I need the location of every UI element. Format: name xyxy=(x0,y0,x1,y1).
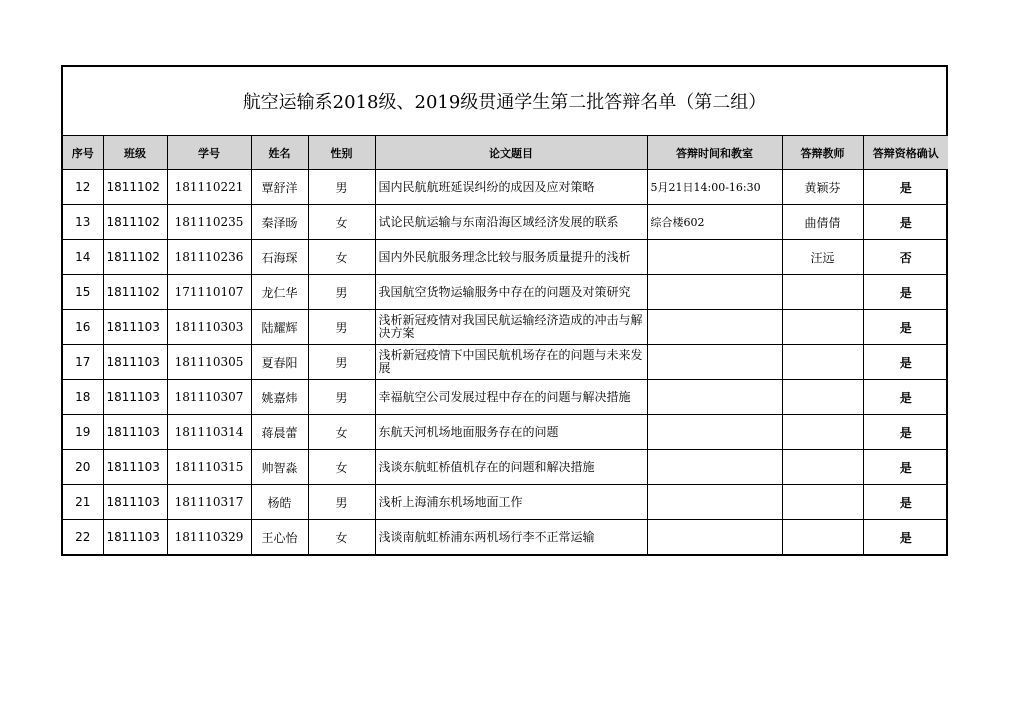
cell-teacher xyxy=(782,310,863,345)
cell-student-id: 181110307 xyxy=(167,380,251,415)
cell-seq: 20 xyxy=(63,450,103,485)
cell-thesis: 浅谈东航虹桥值机存在的问题和解决措施 xyxy=(375,450,647,485)
cell-time-room xyxy=(647,310,782,345)
table-row xyxy=(63,275,948,310)
table-row xyxy=(63,485,948,520)
cell-name: 王心怡 xyxy=(251,520,308,555)
cell-time-room: 5月21日14:00-16:30 xyxy=(647,170,782,205)
table-row xyxy=(63,415,948,450)
cell-name: 龙仁华 xyxy=(251,275,308,310)
cell-thesis: 东航天河机场地面服务存在的问题 xyxy=(375,415,647,450)
table-row xyxy=(63,240,948,275)
cell-gender: 男 xyxy=(308,485,375,520)
cell-seq: 22 xyxy=(63,520,103,555)
cell-name: 杨皓 xyxy=(251,485,308,520)
cell-qualified: 是 xyxy=(863,170,948,205)
cell-thesis: 我国航空货物运输服务中存在的问题及对策研究 xyxy=(375,275,647,310)
cell-seq: 12 xyxy=(63,170,103,205)
cell-time-room xyxy=(647,485,782,520)
cell-name: 姚嘉炜 xyxy=(251,380,308,415)
cell-seq: 21 xyxy=(63,485,103,520)
cell-gender: 男 xyxy=(308,345,375,380)
cell-time-room xyxy=(647,345,782,380)
cell-qualified: 否 xyxy=(863,240,948,275)
cell-name: 秦泽旸 xyxy=(251,205,308,240)
cell-student-id: 181110317 xyxy=(167,485,251,520)
cell-gender: 女 xyxy=(308,415,375,450)
cell-seq: 17 xyxy=(63,345,103,380)
defense-list-sheet xyxy=(61,65,948,556)
header-time-room: 答辩时间和教室 xyxy=(647,136,782,170)
page-title: 航空运输系2018级、2019级贯通学生第二批答辩名单（第二组） xyxy=(63,67,946,136)
cell-qualified: 是 xyxy=(863,310,948,345)
header-student-id: 学号 xyxy=(167,136,251,170)
cell-teacher: 汪远 xyxy=(782,240,863,275)
cell-seq: 19 xyxy=(63,415,103,450)
cell-class: 1811102 xyxy=(103,240,167,275)
cell-class: 1811103 xyxy=(103,485,167,520)
cell-class: 1811102 xyxy=(103,275,167,310)
cell-qualified: 是 xyxy=(863,275,948,310)
header-row xyxy=(63,136,948,170)
cell-class: 1811103 xyxy=(103,450,167,485)
cell-teacher xyxy=(782,450,863,485)
cell-qualified: 是 xyxy=(863,485,948,520)
cell-teacher xyxy=(782,380,863,415)
header-teacher: 答辩教师 xyxy=(782,136,863,170)
cell-student-id: 181110315 xyxy=(167,450,251,485)
cell-teacher xyxy=(782,520,863,555)
cell-student-id: 181110305 xyxy=(167,345,251,380)
cell-student-id: 181110314 xyxy=(167,415,251,450)
cell-time-room xyxy=(647,450,782,485)
cell-teacher xyxy=(782,415,863,450)
cell-thesis: 国内民航航班延误纠纷的成因及应对策略 xyxy=(375,170,647,205)
cell-time-room xyxy=(647,275,782,310)
cell-gender: 男 xyxy=(308,380,375,415)
cell-class: 1811102 xyxy=(103,170,167,205)
cell-class: 1811103 xyxy=(103,310,167,345)
cell-thesis: 浅谈南航虹桥浦东两机场行李不正常运输 xyxy=(375,520,647,555)
cell-class: 1811103 xyxy=(103,380,167,415)
cell-gender: 男 xyxy=(308,275,375,310)
cell-student-id: 171110107 xyxy=(167,275,251,310)
table-row xyxy=(63,380,948,415)
cell-teacher: 黄颖芬 xyxy=(782,170,863,205)
cell-gender: 男 xyxy=(308,170,375,205)
cell-name: 陆耀辉 xyxy=(251,310,308,345)
defense-table xyxy=(63,136,948,554)
cell-student-id: 181110221 xyxy=(167,170,251,205)
cell-student-id: 181110329 xyxy=(167,520,251,555)
cell-gender: 女 xyxy=(308,450,375,485)
cell-student-id: 181110303 xyxy=(167,310,251,345)
cell-qualified: 是 xyxy=(863,345,948,380)
cell-time-room: 综合楼602 xyxy=(647,205,782,240)
cell-qualified: 是 xyxy=(863,415,948,450)
header-seq: 序号 xyxy=(63,136,103,170)
header-thesis: 论文题目 xyxy=(375,136,647,170)
cell-gender: 女 xyxy=(308,520,375,555)
cell-name: 帅智淼 xyxy=(251,450,308,485)
cell-time-room xyxy=(647,520,782,555)
cell-teacher: 曲倩倩 xyxy=(782,205,863,240)
cell-gender: 女 xyxy=(308,240,375,275)
cell-seq: 16 xyxy=(63,310,103,345)
header-qualified: 答辩资格确认 xyxy=(863,136,948,170)
cell-name: 石海琛 xyxy=(251,240,308,275)
header-class: 班级 xyxy=(103,136,167,170)
cell-gender: 女 xyxy=(308,205,375,240)
cell-thesis: 国内外民航服务理念比较与服务质量提升的浅析 xyxy=(375,240,647,275)
table-row xyxy=(63,520,948,555)
cell-student-id: 181110235 xyxy=(167,205,251,240)
cell-teacher xyxy=(782,485,863,520)
cell-student-id: 181110236 xyxy=(167,240,251,275)
table-row xyxy=(63,205,948,240)
cell-seq: 18 xyxy=(63,380,103,415)
cell-name: 夏春阳 xyxy=(251,345,308,380)
cell-seq: 13 xyxy=(63,205,103,240)
cell-class: 1811103 xyxy=(103,520,167,555)
cell-thesis: 浅析新冠疫情下中国民航机场存在的问题与未来发展 xyxy=(375,345,647,380)
cell-gender: 男 xyxy=(308,310,375,345)
cell-name: 蒋晨蕾 xyxy=(251,415,308,450)
cell-qualified: 是 xyxy=(863,520,948,555)
cell-thesis: 试论民航运输与东南沿海区域经济发展的联系 xyxy=(375,205,647,240)
cell-thesis: 浅析新冠疫情对我国民航运输经济造成的冲击与解决方案 xyxy=(375,310,647,345)
cell-name: 覃舒洋 xyxy=(251,170,308,205)
cell-time-room xyxy=(647,415,782,450)
cell-time-room xyxy=(647,380,782,415)
cell-teacher xyxy=(782,275,863,310)
cell-qualified: 是 xyxy=(863,205,948,240)
cell-class: 1811103 xyxy=(103,345,167,380)
table-row xyxy=(63,170,948,205)
table-row xyxy=(63,345,948,380)
cell-class: 1811103 xyxy=(103,415,167,450)
table-row xyxy=(63,310,948,345)
header-gender: 性别 xyxy=(308,136,375,170)
cell-qualified: 是 xyxy=(863,380,948,415)
cell-class: 1811102 xyxy=(103,205,167,240)
cell-seq: 14 xyxy=(63,240,103,275)
header-name: 姓名 xyxy=(251,136,308,170)
cell-qualified: 是 xyxy=(863,450,948,485)
cell-teacher xyxy=(782,345,863,380)
cell-thesis: 幸福航空公司发展过程中存在的问题与解决措施 xyxy=(375,380,647,415)
cell-seq: 15 xyxy=(63,275,103,310)
cell-time-room xyxy=(647,240,782,275)
table-row xyxy=(63,450,948,485)
cell-thesis: 浅析上海浦东机场地面工作 xyxy=(375,485,647,520)
